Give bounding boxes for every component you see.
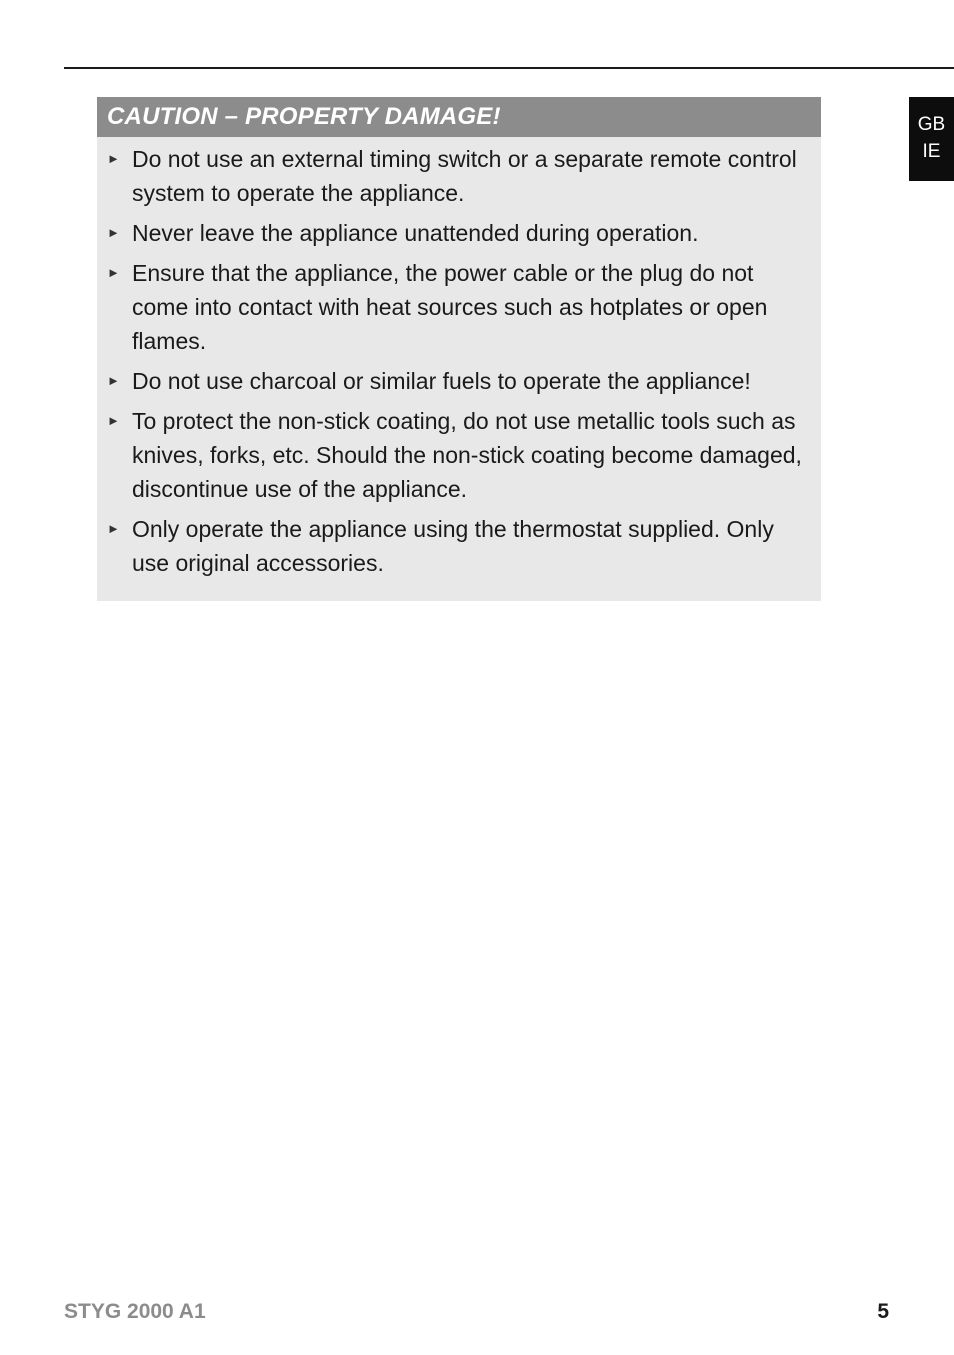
caution-item [97, 142, 809, 210]
bullet-arrow-icon: ► [107, 413, 120, 428]
caution-item-text: Do not use an external timing switch or a separate remote control system to operate the appliance. [132, 146, 797, 206]
caution-item-text: Only operate the appliance using the thermostat supplied. Only use original accessories. [132, 516, 774, 576]
caution-item-text: Ensure that the appliance, the power cable or the plug do not come into contact with heat sources such as hotplates or open flames. [132, 260, 768, 354]
top-divider [64, 67, 954, 69]
language-tab [909, 97, 954, 181]
bullet-arrow-icon: ► [107, 521, 120, 536]
bullet-arrow-icon: ► [107, 265, 120, 280]
caution-list [97, 137, 821, 580]
bullet-arrow-icon: ► [107, 225, 120, 240]
bullet-arrow-icon: ► [107, 151, 120, 166]
caution-item [97, 512, 809, 580]
language-code-gb: GB [917, 114, 946, 135]
caution-title: CAUTION – PROPERTY DAMAGE! [97, 97, 821, 137]
language-code-ie: IE [922, 141, 941, 162]
caution-item-text: Do not use charcoal or similar fuels to operate the appliance! [132, 368, 751, 394]
caution-item [97, 364, 809, 398]
caution-item [97, 216, 809, 250]
caution-item-text: To protect the non-stick coating, do not use metallic tools such as knives, forks, etc. Should the non-stick coating become damaged, discontinue use of the appliance. [132, 408, 802, 502]
caution-item [97, 256, 809, 358]
bullet-arrow-icon: ► [107, 373, 120, 388]
footer-page-number: 5 [877, 1300, 889, 1323]
caution-box [97, 97, 821, 601]
caution-item [97, 404, 809, 506]
footer-model-name: STYG 2000 A1 [64, 1300, 206, 1323]
caution-item-text: Never leave the appliance unattended during operation. [132, 220, 699, 246]
